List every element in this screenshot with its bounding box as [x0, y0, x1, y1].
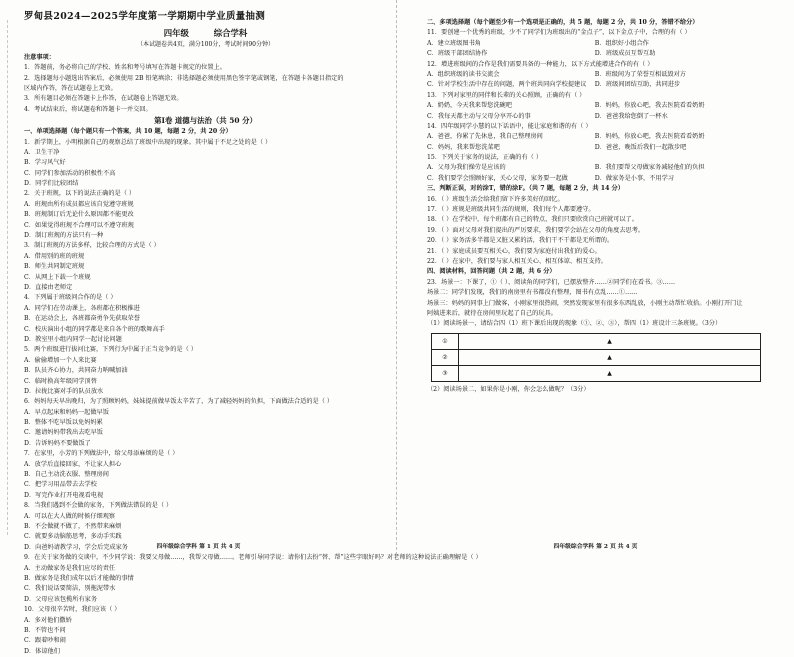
sub-question-1: （1）阅读场景一，请结合四（1）班下课后出现的现象（①、②、③），帮四（1）班设计三条班规。（3分） [427, 320, 722, 328]
answer-table [431, 333, 761, 382]
question-stem: 3．制订班规的方法多样，比较合理的方式是（ ） [24, 242, 160, 250]
option-row [427, 80, 784, 90]
material-line: 阿姨进来后，就待在房间里玩起了自己的玩具。 [427, 309, 557, 317]
answer-cell[interactable] [459, 333, 761, 349]
answer-option: B．不管也不问 [24, 626, 66, 634]
note-line: 1．答题前，务必将自己的学校、姓名和考号填写在答题卡规定的位置上。 [24, 64, 226, 72]
answer-option: C．我们说话要简洁，别拖泥带水 [24, 585, 116, 593]
answer-option: D．向爸妈请教学习，学会后完成家务 [24, 543, 128, 551]
answer-option: D．做家务是小事，不用学习 [594, 174, 674, 182]
question-stem: 9．在关于家务做的交谈中，不少同学说：我要父母做……，我帮父母做……。老师引导同学说：请你们去扮“替、帮”这些字眼好吗？对老师的这种说法正确理解是（ ） [24, 554, 482, 562]
question-stem: 13．下列对家里的同伴和长辈的关心照顾，正确的有（ ） [427, 91, 586, 99]
option-row [427, 163, 784, 173]
material-line: 场景二：同学们发现，我们的南房里有书都没有整理，图书有点乱……①…… [427, 289, 638, 297]
answer-option: A．奶奶，今天我来帮您洗碗吧 [427, 102, 512, 110]
answer-option: B．妈妈，你放心吧，我去医院看看奶奶 [594, 133, 705, 141]
answer-cell[interactable] [459, 365, 761, 381]
answer-option: A．爸爸，你累了先休息，我自己整理房间 [427, 133, 543, 141]
answer-option: C．就要多动脑筋思考，多动手实践 [24, 533, 122, 541]
judgement-item: 20．（ ）家务活多半都是又脏又累的活，我们干不干都是无所谓的。 [427, 237, 614, 245]
answer-option: C．把学习用品带去去学校 [24, 481, 97, 489]
part3-heading: 三、判断正误，对的涂T，错的涂F。（共 7 题，每题 2 分，共 14 分） [427, 185, 624, 193]
row-number: ② [432, 349, 459, 365]
judgement-item: 16．（ ）班级生活会给我们留下许多美好的回忆。 [427, 195, 564, 203]
answer-option: B．组织好小组合作 [594, 39, 649, 47]
answer-option: D．写完作业打开电视看电视 [24, 491, 104, 499]
question-stem: 10．父母很辛苦时，我们应该（ ） [24, 606, 121, 614]
answer-option: A．班规由所有成员都应该自觉遵守班规 [24, 200, 134, 208]
question-stem: 12．增进班级间的合作是我们需要具备的一种能力，以下方式能增进合作的有（ ） [427, 60, 654, 68]
question-stem: 1．新学期上，小明根据自己的观察总结了班级中出现的现象。其中属于不足之处的是（ ） [24, 138, 272, 146]
answer-option: A．早点起床和妈妈一起做早饭 [24, 408, 109, 416]
material-line: 23．场景一：下课了，①（ ）、阅读角的同学们，已摆放整齐……②同学们在看书。③…… [427, 278, 676, 286]
notes-heading: 注意事项： [24, 53, 55, 61]
triangle-icon: ▲ [607, 369, 612, 377]
answer-option: D．拉拢比赛对手的队员放水 [24, 387, 104, 395]
binding-line [7, 20, 8, 535]
answer-option: B．我们要帮父母做家务减轻他们的负担 [594, 164, 705, 172]
answer-option: A．多对他们撒娇 [24, 616, 72, 624]
answer-option: C．妈妈，我来帮您洗菜吧 [427, 143, 500, 151]
right-column [427, 18, 784, 395]
answer-option: C．跟着吵和闹 [24, 637, 66, 645]
question-stem: 4．下列属于班级问合作的是（ ） [24, 294, 117, 302]
row-number: ③ [432, 365, 459, 381]
question-stem: 2．关于班规，以下的说法正确的是（ ） [24, 190, 136, 198]
answer-option: C．校庆演出小组的同学都是来自各个班的歌舞高手 [24, 325, 165, 333]
part1-heading: 一、单项选择题（每个题只有一个答案，共 10 题，每题 2 分，共 20 分） [24, 128, 232, 136]
answer-option: B．在运动会上，各班都奋勇争先获取荣誉 [24, 315, 140, 323]
answer-option: A．建立班级图书角 [427, 39, 481, 47]
answer-option: B．班规制订后无论什么原因都不能更改 [24, 211, 134, 219]
option-row [427, 49, 784, 59]
answer-option: C．同学们参加活动的积极性不高 [24, 169, 116, 177]
question-stem: 14．四年级同学小慧的以下话语中，能让家庭和谐的有（ ） [427, 122, 592, 130]
judgement-item: 21．（ ）家庭成员要互相关心，我们要为家庭付出我们的爱心。 [427, 247, 601, 255]
answer-option: C．针对学校生活中存在的问题，两个班共同向学校提建议 [427, 81, 587, 89]
page-footer-right: 四年级综合学科 第 2 页 共 4 页 [553, 544, 638, 550]
option-row [427, 70, 784, 80]
judgement-item: 17．（ ）班规是班级共同生活的规则，我们每个人都要遵守。 [427, 206, 595, 214]
answer-option: C．班级干部团结协作 [427, 50, 488, 58]
note-line: 3．所有题目必须在答题卡上作答，在试题卷上答题无效。 [24, 95, 183, 103]
option-row [427, 174, 784, 184]
question-stem: 11．要创建一个优秀的班级，少不了同学们为班级出的“金点子”，以下金点子中，合理的有（ ） [427, 29, 691, 37]
answer-option: D．同学们比较团结 [24, 180, 79, 188]
answer-option: B．学习风气好 [24, 159, 66, 167]
answer-option: C．我每天都主动与父母分享开心的事 [427, 112, 531, 120]
material-line: 场景三：妈妈的同事上门做客，小刚家里很热闹，突然发现家里有很多东西乱放，小刚主动帮忙收拾。小刚打开门让 [427, 299, 743, 307]
answer-option: C．我们要学会照顾好家，关心父母，家务要一起做 [427, 174, 568, 182]
answer-option: D．爸爸我给您倒了一杯水 [594, 112, 668, 120]
exam-title: 罗甸县2024—2025学年度第一学期期中学业质量抽测 [24, 11, 266, 22]
reading-material [427, 278, 784, 320]
answer-option: B．不会做就不做了，不然带来麻烦 [24, 522, 122, 530]
answer-option: D．父母应该包揽所有家务 [24, 595, 98, 603]
answer-option: B．师生共同制定班规 [24, 263, 85, 271]
note-line: 区域内作答，答在试题卷上无效。 [24, 84, 117, 92]
answer-option: B．自己主动洗衣服、整理房间 [24, 471, 109, 479]
answer-row [432, 365, 761, 381]
answer-option: C．邀请妈妈带我出去吃早饭 [24, 429, 103, 437]
answer-option: D．班级成员互帮互助 [594, 50, 656, 58]
answer-option: A．父母为我们操劳是应该的 [427, 164, 506, 172]
answer-row [432, 349, 761, 365]
answer-cell[interactable] [459, 349, 761, 365]
answer-option: D．直接由老师定 [24, 284, 73, 291]
note-line: 2．选择题每小题选出答案后，必须使用 2B 铅笔填涂；非选择题必须使用黑色签字笔或钢笔，在答题卡各题目指定的 [24, 74, 344, 82]
answer-option: A．主动做家务是我们应尽的责任 [24, 564, 116, 572]
answer-option: A．偷偷增加一个人来比赛 [24, 356, 97, 364]
answer-option: B．班级间为了荣誉互相诋毁对方 [594, 70, 686, 78]
answer-option: A．放学后直接回家，不让家人担心 [24, 460, 122, 468]
question-stem: 8．当我们遇到不会做的家务，下列做法错误的是（ ） [24, 502, 173, 510]
judgement-item: 19．（ ）面对父母对我们提出的严厉要求，我们要学会站在父母的角度去思考。 [427, 226, 645, 234]
answer-option: A．卫生干净 [24, 148, 60, 156]
option-row [427, 39, 784, 49]
answer-option: C．临时换高年级同学顶替 [24, 377, 97, 385]
part2-heading: 二、多项选择题（每个题至少有一个选项是正确的，共 5 题，每题 2 分，共 10 分，答错不给分） [427, 19, 699, 26]
grade-line [24, 27, 387, 40]
option-row [427, 143, 784, 153]
question-list [427, 28, 784, 184]
answer-option: D．告诉妈妈不要做饭了 [24, 439, 91, 447]
section-title: 第Ⅰ卷 道德与法治（共 50 分） [154, 116, 257, 126]
answer-option: B．妈妈，你放心吧，我去医院看看奶奶 [594, 102, 705, 110]
answer-option: A．同学们在劳动课上，各班都在积极推进 [24, 304, 140, 312]
answer-option: D．制订班规的方法只有一种 [24, 232, 104, 240]
answer-option: D．班级间团结互助，共同进步 [594, 81, 681, 89]
triangle-icon: ▲ [607, 337, 612, 345]
answer-option: C．从网上下载一个班规 [24, 273, 91, 281]
answer-option: B．整体不吃早饭以免妈妈累 [24, 419, 103, 427]
note-line: 4．考试结束后，将试题卷和答题卡一并交回。 [24, 105, 152, 113]
answer-option: D．教室里小组内同学一起讨论问题 [24, 335, 122, 343]
question-stem: 7．在家里，小芳的下列做法中，给父母添麻烦的是（ ） [24, 450, 179, 458]
page-footer-left: 四年级综合学科 第 1 页 共 4 页 [156, 544, 241, 550]
answer-option: C．如果觉得班规不合理可以不遵守班规 [24, 221, 134, 229]
option-row [427, 132, 784, 142]
row-number: ① [432, 333, 459, 349]
judgement-list [427, 195, 784, 268]
exam-subtitle: （本试题卷共4页，满分100分，考试时间90分钟） [137, 41, 274, 48]
question-stem: 6．妈妈每天早出晚归，为了照顾妈妈，妹妹提前做早饭太辛苦了，为了减轻妈妈的负担，下面做法合适的是（ ） [24, 398, 334, 406]
option-row [427, 101, 784, 111]
question-stem: 5．两个班级进行拔河比赛，下列行为中属于正当竞争的是（ ） [24, 346, 197, 354]
answer-option: A．组织班级的读书交流会 [427, 70, 500, 78]
answer-option: A．借用别的班的班规 [24, 252, 85, 260]
answer-option: B．做家务是我们成年以后才能做的事情 [24, 574, 134, 582]
answer-row [432, 333, 761, 349]
sub-question-2: （2）阅读场景二，如果你是小刚，你会怎么做呢？（3分） [427, 385, 590, 393]
grade-label: 四年级 [163, 28, 189, 38]
judgement-item: 18．（ ）在学校中，每个班都有自己的特点，我们只要欣赏自己班就可以了。 [427, 216, 638, 224]
answer-option: B．队员齐心协力，共同奋力呐喊加油 [24, 367, 128, 375]
part4-heading: 四、阅读材料，回答问题（共 2 题，共 6 分） [427, 268, 556, 276]
question-stem: 15．下列关于家务的说法，正确的有（ ） [427, 154, 543, 162]
judgement-item: 22．（ ）在家中，我们要与家人相互关心、相互体谅、相互支持。 [427, 257, 607, 265]
answer-option: D．爸爸，晚饭后我们一起散步吧 [594, 143, 687, 151]
right-page [397, 0, 794, 555]
option-row [427, 112, 784, 122]
subject-label: 综合学科 [213, 28, 248, 38]
answer-option: A．可以在大人做的时候仔细观察 [24, 512, 116, 520]
answer-option: D．体谅他们 [24, 647, 60, 655]
triangle-icon: ▲ [607, 353, 612, 361]
